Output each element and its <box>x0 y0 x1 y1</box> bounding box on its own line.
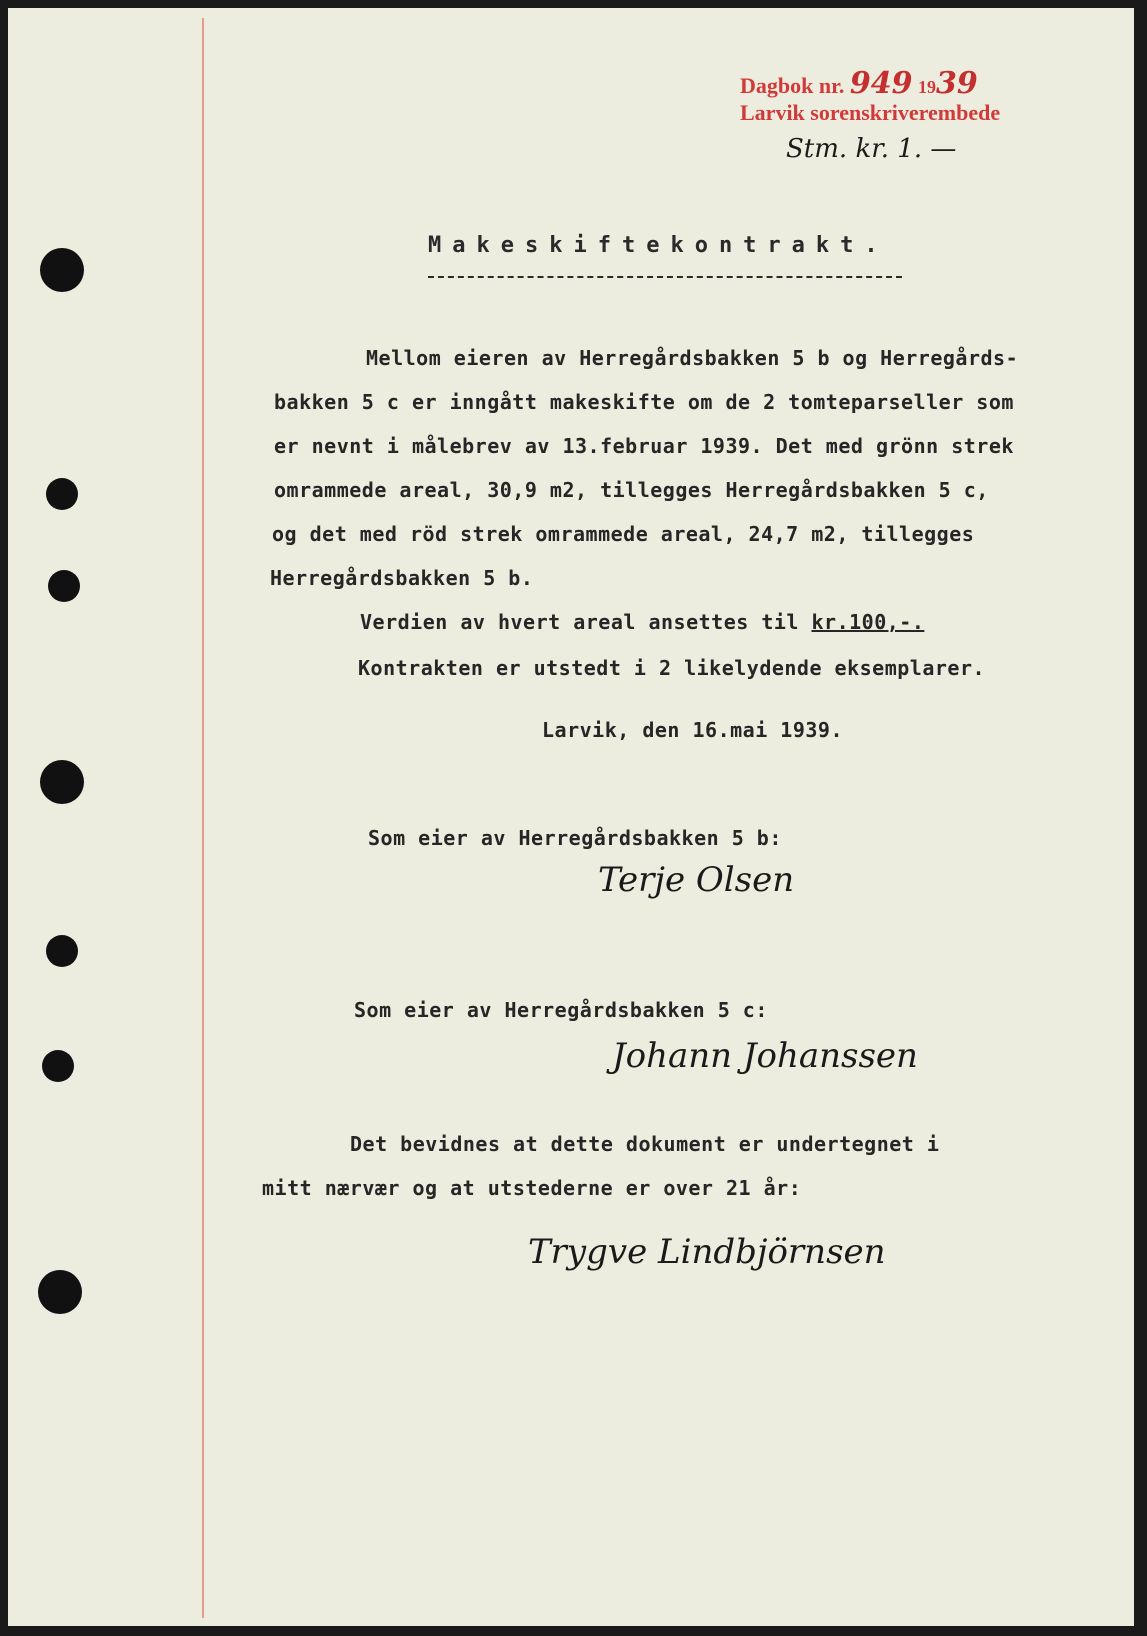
paragraph-line-2: bakken 5 c er inngått makeskifte om de 2 tomteparseller som <box>274 390 1014 414</box>
owner-c-label: Som eier av Herregårdsbakken 5 c: <box>354 998 768 1022</box>
paragraph-line-6: Herregårdsbakken 5 b. <box>270 566 534 590</box>
punch-hole-6 <box>42 1050 74 1082</box>
place-date: Larvik, den 16.mai 1939. <box>542 718 843 742</box>
punch-hole-5 <box>46 935 78 967</box>
punch-hole-7 <box>38 1270 82 1314</box>
punch-hole-1 <box>40 248 84 292</box>
document-page <box>8 8 1134 1626</box>
owner-c-signature: Johann Johanssen <box>612 1036 918 1076</box>
dagbok-stamp-line1 <box>740 66 978 101</box>
year-suffix: 39 <box>935 66 978 101</box>
witness-line-1: Det bevidnes at dette dokument er undertegnet i <box>350 1132 940 1156</box>
paragraph-line-5: og det med röd strek omrammede areal, 24,7 m2, tillegges <box>272 522 975 546</box>
owner-b-signature: Terje Olsen <box>598 860 795 900</box>
punch-hole-3 <box>48 570 80 602</box>
owner-b-label: Som eier av Herregårdsbakken 5 b: <box>368 826 782 850</box>
punch-hole-4 <box>40 760 84 804</box>
witness-signature: Trygve Lindbjörnsen <box>528 1232 886 1272</box>
paragraph-line-1: Mellom eieren av Herregårdsbakken 5 b og Herregårds- <box>366 346 1019 370</box>
value-amount: kr.100,-. <box>811 610 925 634</box>
year-prefix: 19 <box>917 77 936 97</box>
value-line <box>360 610 924 634</box>
value-line-text: Verdien av hvert areal ansettes til <box>360 610 812 634</box>
paragraph-line-3: er nevnt i målebrev av 13.februar 1939. Det med grönn strek <box>274 434 1014 458</box>
title-underline <box>428 276 902 278</box>
journal-number: 949 <box>849 66 913 101</box>
fee-note: Stm. kr. 1. — <box>786 134 957 164</box>
dagbok-label: Dagbok nr. <box>740 73 845 98</box>
punch-hole-2 <box>46 478 78 510</box>
margin-rule <box>202 18 204 1618</box>
witness-line-2: mitt nærvær og at utstederne er over 21 år: <box>262 1176 802 1200</box>
document-title: Makeskiftekontrakt. <box>428 233 889 258</box>
copies-line: Kontrakten er utstedt i 2 likelydende eksemplarer. <box>358 656 986 680</box>
office-stamp-line2: Larvik sorenskriverembede <box>740 100 1001 125</box>
paragraph-line-4: omrammede areal, 30,9 m2, tillegges Herregårdsbakken 5 c, <box>274 478 989 502</box>
